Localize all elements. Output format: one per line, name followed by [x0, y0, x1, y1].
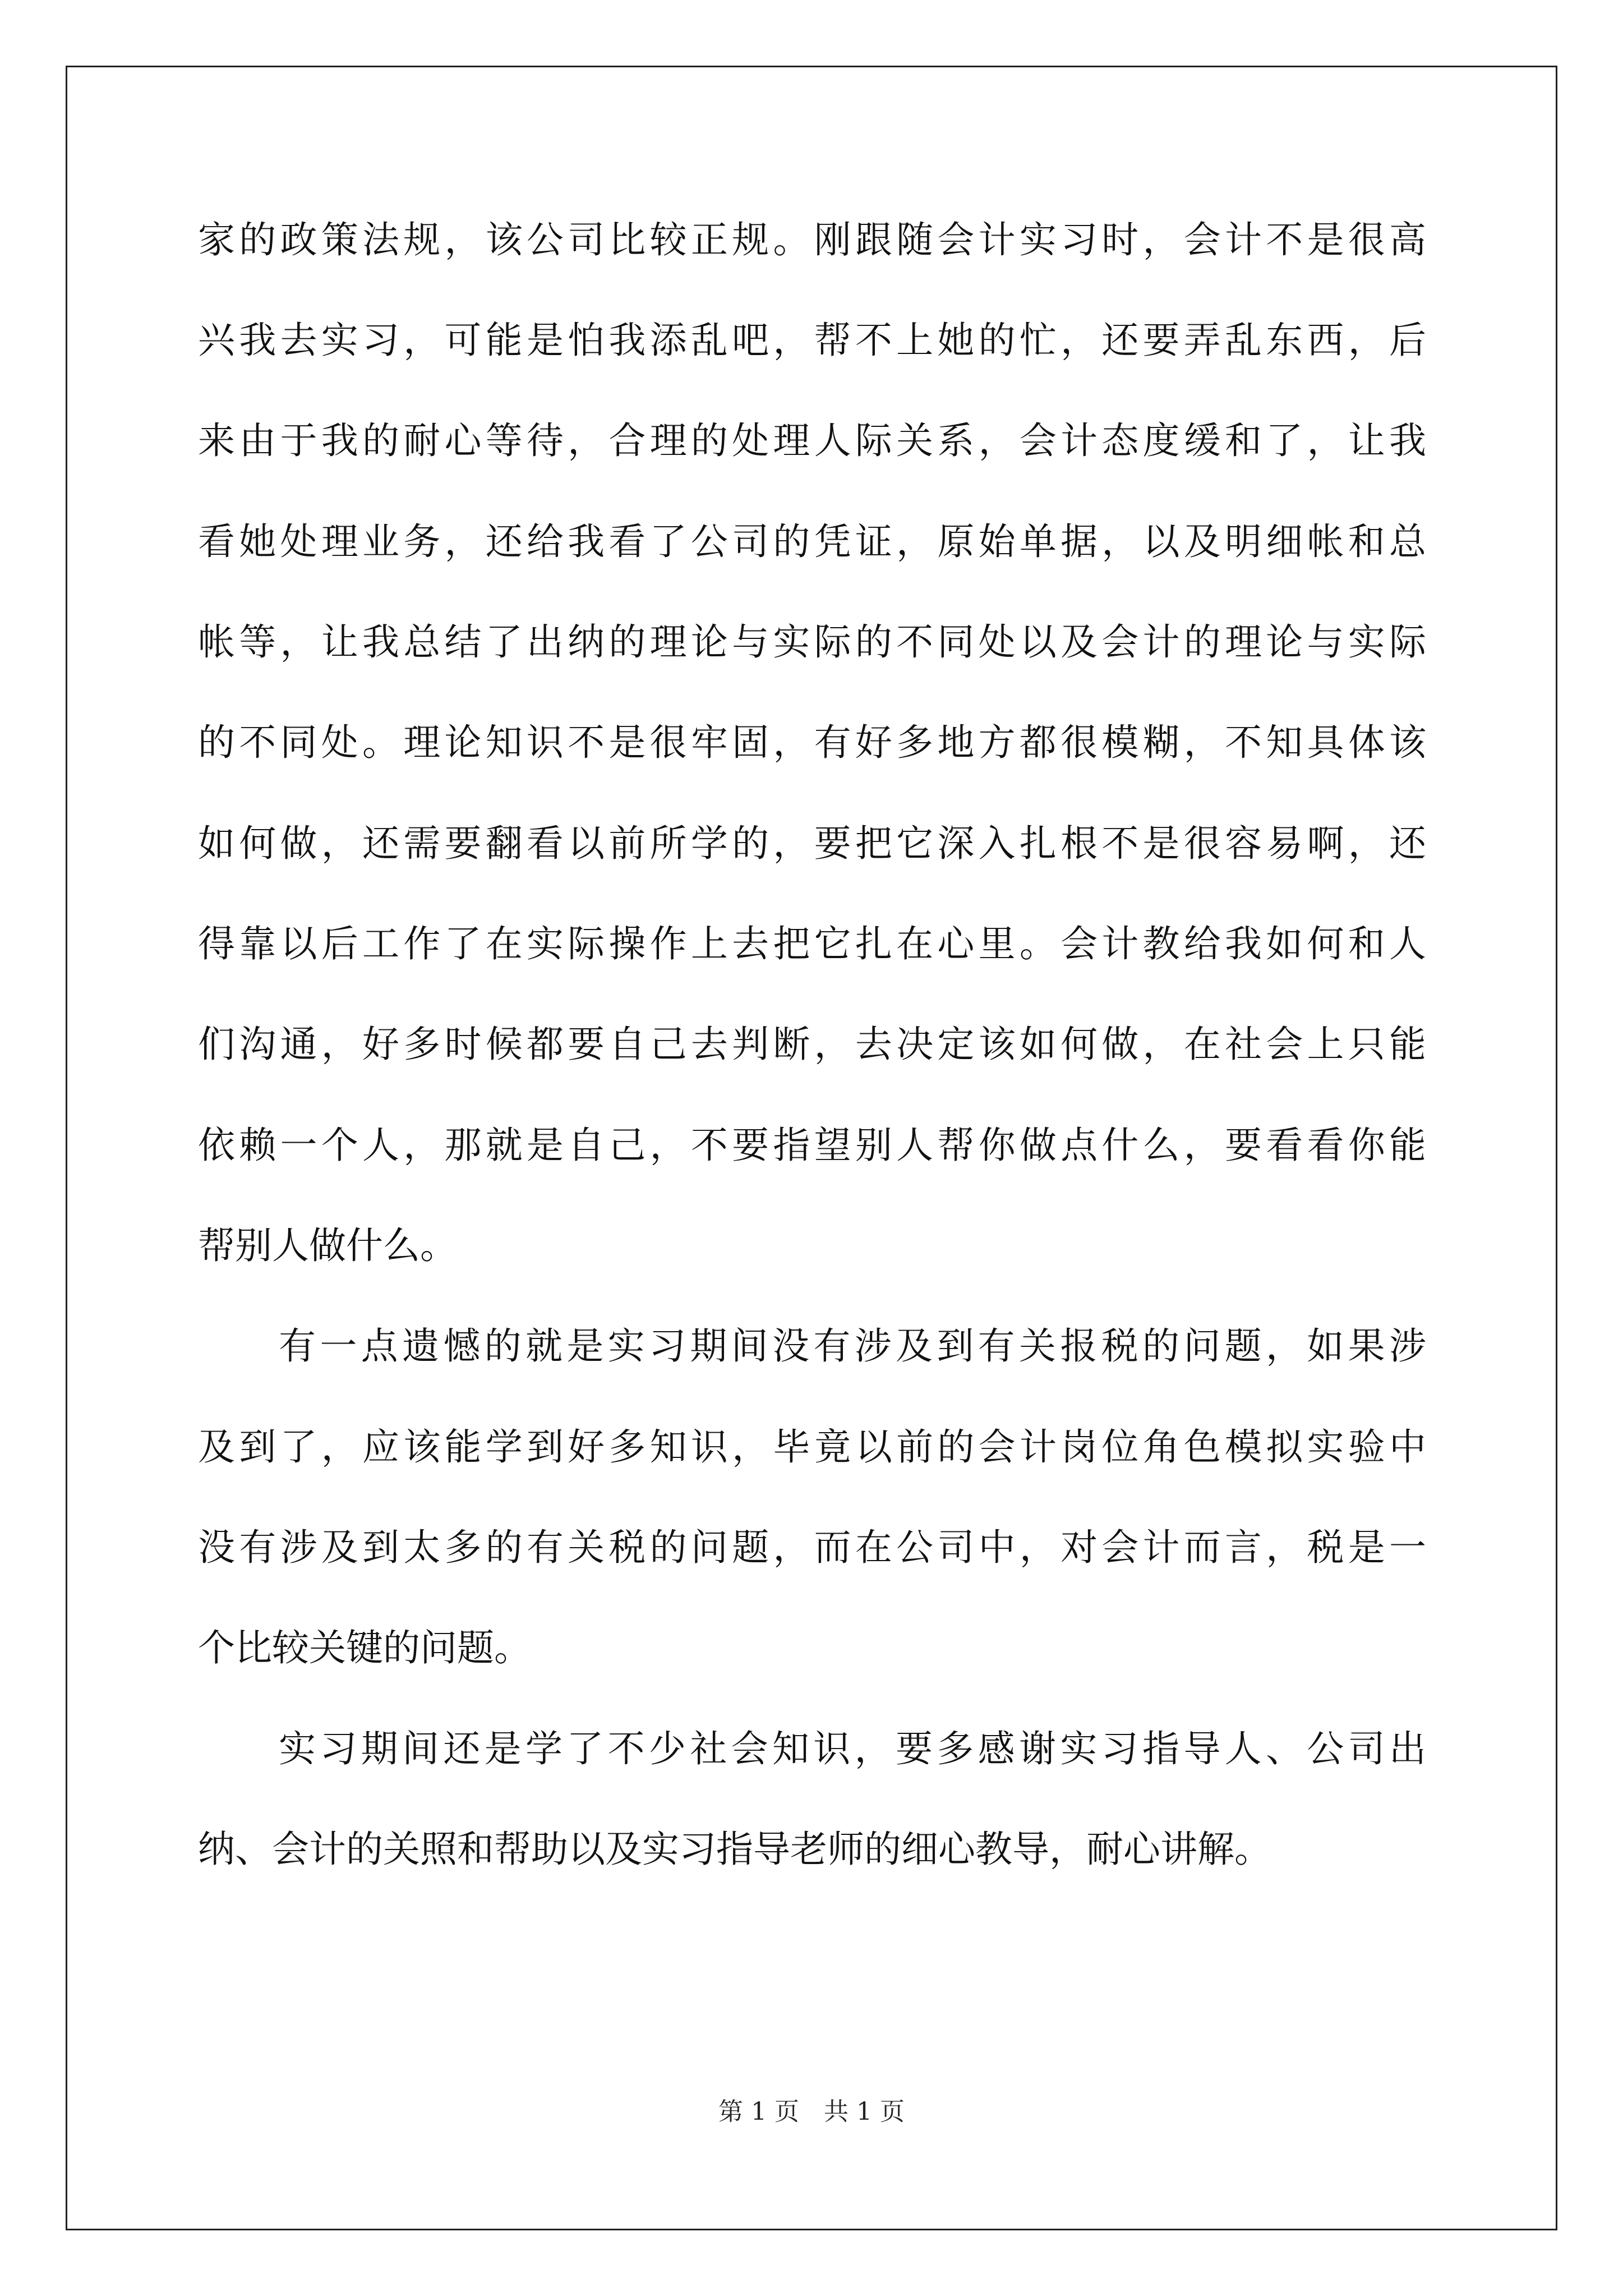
paragraph-1-line-4: 看她处理业务，还给我看了公司的凭证，原始单据，以及明细帐和总 — [198, 520, 1426, 563]
paragraph-1-line-2: 兴我去实习，可能是怕我添乱吧，帮不上她的忙，还要弄乱东西，后 — [198, 319, 1426, 362]
paragraph-3-line-2: 纳、会计的关照和帮助以及实习指导老师的细心教导，耐心讲解。 — [198, 1828, 1271, 1871]
paragraph-1-line-1: 家的政策法规，该公司比较正规。刚跟随会计实习时，会计不是很高 — [198, 218, 1426, 261]
paragraph-1-line-9: 们沟通，好多时候都要自己去判断，去决定该如何做，在社会上只能 — [198, 1023, 1426, 1066]
page-footer: 第 1 页 共 1 页 — [718, 2097, 905, 2126]
paragraph-1-line-10: 依赖一个人，那就是自己，不要指望别人帮你做点什么，要看看你能 — [198, 1124, 1426, 1167]
paragraph-1-line-11: 帮别人做什么。 — [198, 1224, 457, 1267]
paragraph-3-line-1: 实习期间还是学了不少社会知识，要多感谢实习指导人、公司出 — [279, 1727, 1426, 1770]
paragraph-2-line-2: 及到了，应该能学到好多知识，毕竟以前的会计岗位角色模拟实验中 — [198, 1425, 1426, 1469]
paragraph-1-line-5: 帐等，让我总结了出纳的理论与实际的不同处以及会计的理论与实际 — [198, 620, 1426, 664]
paragraph-2-line-1: 有一点遗憾的就是实习期间没有涉及到有关报税的问题，如果涉 — [279, 1324, 1426, 1368]
paragraph-1-line-7: 如何做，还需要翻看以前所学的，要把它深入扎根不是很容易啊，还 — [198, 822, 1426, 865]
paragraph-1-line-8: 得靠以后工作了在实际操作上去把它扎在心里。会计教给我如何和人 — [198, 922, 1426, 965]
paragraph-2-line-4: 个比较关键的问题。 — [198, 1626, 531, 1669]
paragraph-2-line-3: 没有涉及到太多的有关税的问题，而在公司中，对会计而言，税是一 — [198, 1526, 1426, 1569]
paragraph-1-line-6: 的不同处。理论知识不是很牢固，有好多地方都很模糊，不知具体该 — [198, 721, 1426, 764]
paragraph-1-line-3: 来由于我的耐心等待，合理的处理人际关系，会计态度缓和了，让我 — [198, 419, 1426, 462]
